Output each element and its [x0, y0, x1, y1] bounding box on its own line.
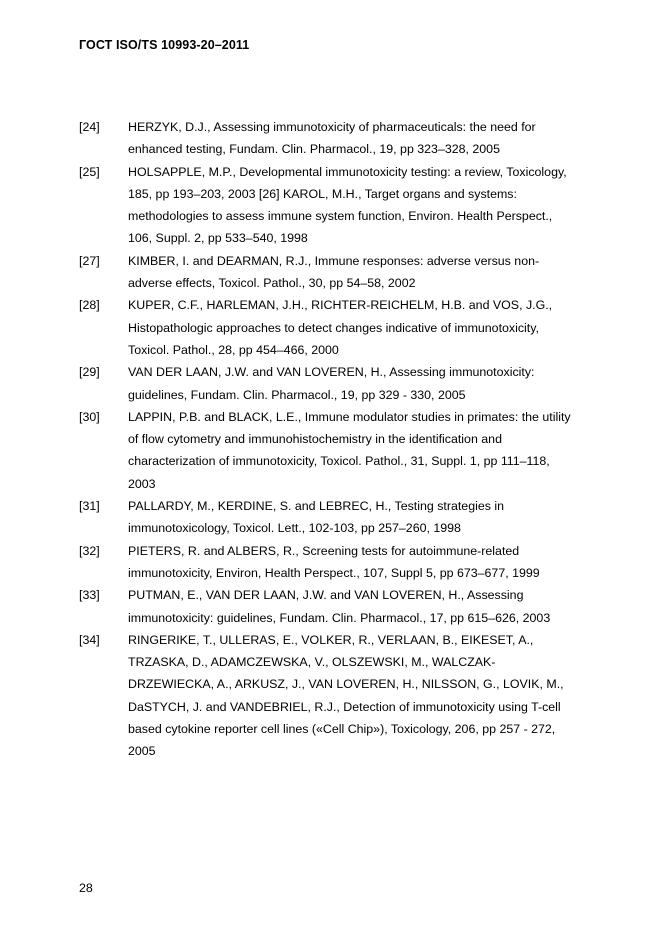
reference-number: [24] — [79, 120, 100, 134]
reference-text: PUTMAN, E., VAN DER LAAN, J.W. and VAN LOVEREN, H., Assessing immunotoxicity: guidelines, Fundam. Clin. Pharmacol., 17, pp 615–626, 2003 — [128, 588, 551, 625]
reference-item — [79, 294, 609, 361]
reference-item — [79, 584, 609, 629]
page-number: 28 — [79, 881, 93, 895]
reference-item — [79, 161, 609, 250]
reference-number: [29] — [79, 365, 100, 380]
reference-text: HOLSAPPLE, M.P., Developmental immunotoxicity testing: a review, Toxicology, 185, pp 193–203, 2003 [26] KAROL, M.H., Target organs and systems: methodologies to assess immune system function, Environ. Health Perspect., 106, Suppl. 2, pp 533–540, 1998 — [128, 164, 567, 246]
reference-text: KIMBER, I. and DEARMAN, R.J., Immune responses: adverse versus non- adverse effects, Toxicol. Pathol., 30, pp 54–58, 2002 — [128, 253, 540, 291]
reference-text: RINGERIKE, T., ULLERAS, E., VOLKER, R., VERLAAN, B., EIKESET, A., TRZASKA, D., ADAMCZEWSKA, V., OLSZEWSKI, M., WALCZAK- DRZEWIECKA, A., ARKUSZ, J., VAN LOVEREN, H., NILSSON, G., LOVIK, M., DaSTYCH, J. and VANDEBRIEL, R.J., Detection of immunotoxicity using T-cell based cytokine reporter cell lines («Cell Chip»), Toxicology, 206, pp 257 - 272, 2005 — [128, 632, 564, 759]
reference-text: PALLARDY, M., KERDINE, S. and LEBREC, H., Testing strategies in immunotoxicology, Toxicol. Lett., 102-103, pp 257–260, 1998 — [128, 499, 505, 536]
reference-item — [79, 406, 609, 495]
reference-text: PIETERS, R. and ALBERS, R., Screening tests for autoimmune-related immunotoxicity, Environ, Health Perspect., 107, Suppl 5, pp 673–677, 1999 — [128, 543, 540, 580]
reference-list — [79, 116, 609, 763]
reference-number: [28] — [79, 298, 100, 313]
reference-item — [79, 250, 609, 295]
reference-text: LAPPIN, P.B. and BLACK, L.E., Immune modulator studies in primates: the utility of flow cytometry and immunohistochemistry in the identification and characterization of immunotoxicity, Toxicol. Pathol., 31, Suppl. 1, pp 111–118, 2003 — [128, 409, 571, 491]
reference-number: [31] — [79, 499, 100, 514]
reference-text: HERZYK, D.J., Assessing immunotoxicity of pharmaceuticals: the need for enhanced testing, Fundam. Clin. Pharmacol., 19, pp 323–328, 2005 — [128, 120, 536, 157]
reference-number: [33] — [79, 588, 100, 603]
reference-item — [79, 361, 609, 406]
reference-item — [79, 629, 609, 763]
reference-text: VAN DER LAAN, J.W. and VAN LOVEREN, H., Assessing immunotoxicity: guidelines, Fundam. Clin. Pharmacol., 19, pp 329 - 330, 2005 — [128, 365, 535, 402]
reference-number: [27] — [79, 253, 100, 268]
reference-number: [34] — [79, 632, 100, 647]
reference-number: [25] — [79, 164, 100, 179]
reference-item — [79, 116, 609, 161]
reference-item — [79, 540, 609, 585]
document-header: ГОСТ ISO/TS 10993-20–2011 — [79, 38, 250, 52]
reference-text: KUPER, C.F., HARLEMAN, J.H., RICHTER-REICHELM, H.B. and VOS, J.G., Histopathologic approaches to detect changes indicative of immunotoxicity, Toxicol. Pathol., 28, pp 454–466, 2000 — [128, 298, 553, 357]
reference-item — [79, 495, 609, 540]
reference-number: [30] — [79, 409, 100, 424]
reference-number: [32] — [79, 543, 100, 558]
